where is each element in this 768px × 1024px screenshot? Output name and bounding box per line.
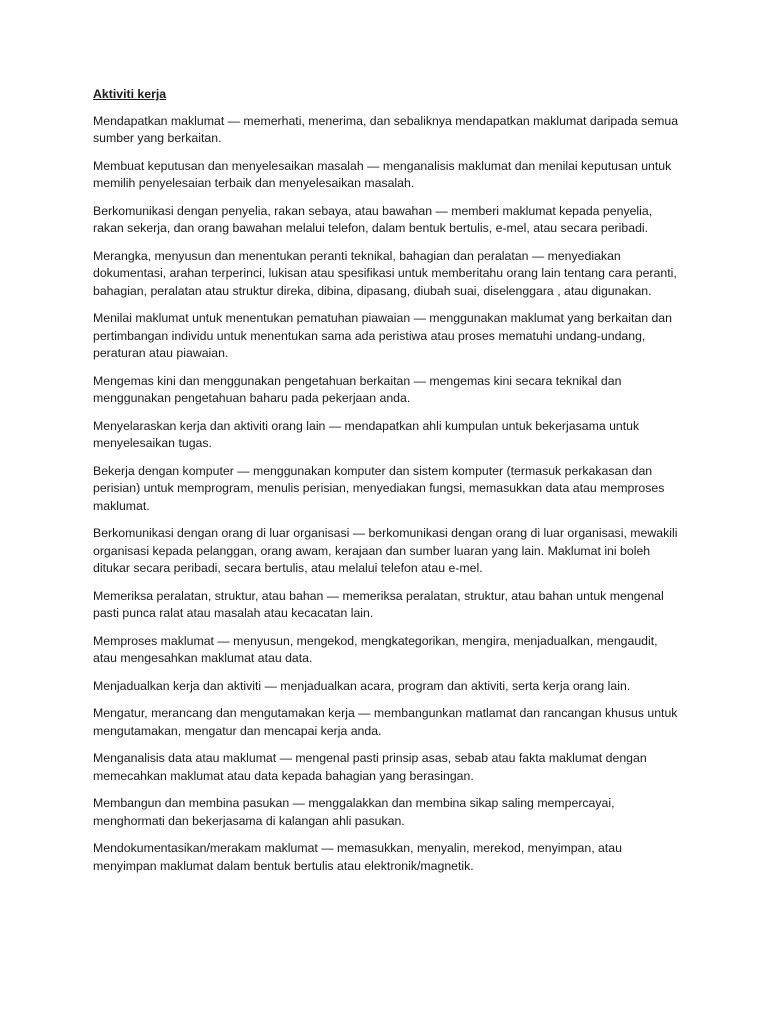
paragraph-14: Menganalisis data atau maklumat — mengenal pasti prinsip asas, sebab atau fakta maklumat dengan memecahkan maklumat atau data kepada bahagian yang berasingan. — [93, 751, 647, 783]
paragraph-6: Mengemas kini dan menggunakan pengetahuan berkaitan — mengemas kini secara teknikal dan menggunakan pengetahuan baharu pada pekerjaan anda. — [93, 373, 622, 405]
document-heading: Aktiviti kerja — [93, 87, 167, 101]
document-page — [93, 86, 683, 885]
paragraph-13: Mengatur, merancang dan mengutamakan kerja — membangunkan matlamat dan rancangan khusus untuk mengutamakan, mengatur dan mencapai kerja anda. — [93, 706, 678, 738]
paragraph-2: Membuat keputusan dan menyelesaikan masalah — menganalisis maklumat dan menilai keputusan untuk memilih penyelesaian terbaik dan menyelesaikan masalah. — [93, 158, 672, 190]
paragraph-15: Membangun dan membina pasukan — menggalakkan dan membina sikap saling mempercayai, menghormati dan bekerjasama di kalangan ahli pasukan. — [93, 796, 615, 828]
paragraph-1: Mendapatkan maklumat — memerhati, menerima, dan sebaliknya mendapatkan maklumat daripada semua sumber yang berkaitan. — [93, 113, 679, 145]
paragraph-12: Menjadualkan kerja dan aktiviti — menjadualkan acara, program dan aktiviti, serta kerja orang lain. — [93, 678, 631, 693]
paragraph-10: Memeriksa peralatan, struktur, atau bahan — memeriksa peralatan, struktur, atau bahan untuk mengenal pasti punca ralat atau masalah atau kecacatan lain. — [93, 588, 664, 620]
paragraph-7: Menyelaraskan kerja dan aktiviti orang lain — mendapatkan ahli kumpulan untuk bekerjasama untuk menyelesaikan tugas. — [93, 418, 640, 450]
paragraph-11: Memproses maklumat — menyusun, mengekod, mengkategorikan, mengira, menjadualkan, mengaudit, atau mengesahkan maklumat atau data. — [93, 633, 658, 665]
paragraph-4: Merangka, menyusun dan menentukan peranti teknikal, bahagian dan peralatan — menyediakan dokumentasi, arahan terperinci, lukisan atau spesifikasi untuk memberitahu orang lain tentang cara peranti, bahagian, peralatan atau struktur direka, dibina, dipasang, diubah suai, diselenggara , atau digunakan. — [93, 248, 677, 298]
paragraph-5: Menilai maklumat untuk menentukan pematuhan piawaian — menggunakan maklumat yang berkaitan dan pertimbangan individu untuk menentukan sama ada peristiwa atau proses mematuhi undang-undang, peraturan atau piawaian. — [93, 311, 672, 360]
paragraph-3: Berkomunikasi dengan penyelia, rakan sebaya, atau bawahan — memberi maklumat kepada penyelia, rakan sekerja, dan orang bawahan melalui telefon, dalam bentuk bertulis, e-mel, atau secara peribadi. — [93, 203, 653, 235]
paragraph-8: Bekerja dengan komputer — menggunakan komputer dan sistem komputer (termasuk perkakasan dan perisian) untuk memprogram, menulis perisian, menyediakan fungsi, memasukkan data atau memproses maklumat. — [93, 463, 665, 513]
paragraph-16: Mendokumentasikan/merakam maklumat — memasukkan, menyalin, merekod, menyimpan, atau menyimpan maklumat dalam bentuk bertulis atau elektronik/magnetik. — [93, 841, 622, 873]
paragraph-9: Berkomunikasi dengan orang di luar organisasi — berkomunikasi dengan orang di luar organisasi, mewakili organisasi kepada pelanggan, orang awam, kerajaan dan sumber luaran yang lain. Maklumat ini boleh ditukar secara peribadi, secara bertulis, atau melalui telefon atau e-mel. — [93, 526, 678, 575]
